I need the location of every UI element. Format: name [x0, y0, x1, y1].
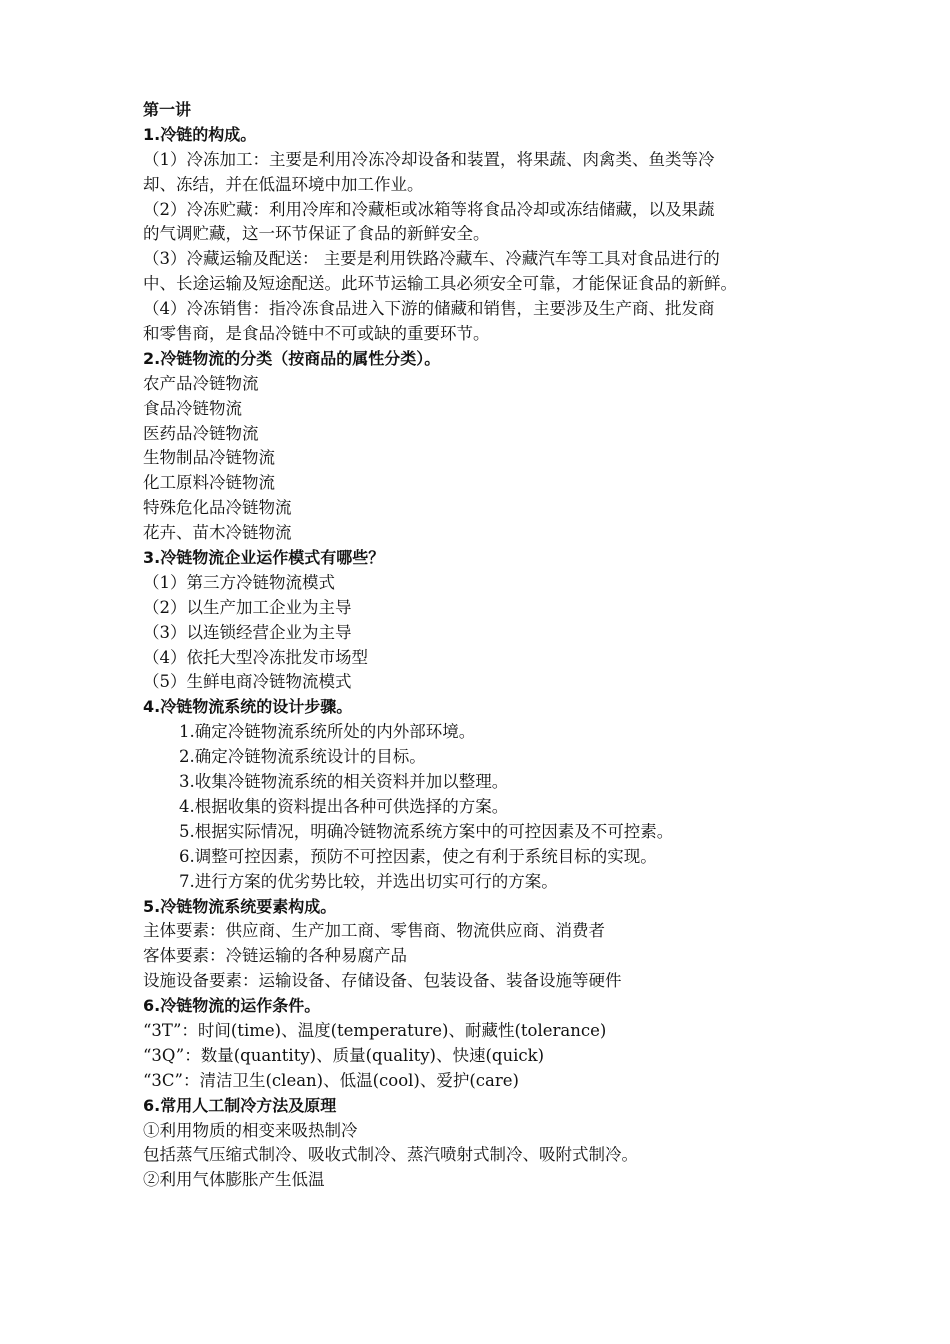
- lecture-title: 第一讲: [143, 100, 192, 119]
- list-item: 4.根据收集的资料提出各种可供选择的方案。: [179, 796, 509, 816]
- list-item: 5.根据实际情况，明确冷链物流系统方案中的可控因素及不可控素。: [179, 821, 674, 841]
- paragraph-line: 的气调贮藏，这一环节保证了食品的新鲜安全。: [143, 224, 490, 244]
- list-item: “3Q”：数量(quantity)、质量(quality)、快速(quick): [143, 1045, 545, 1065]
- list-item: 包括蒸气压缩式制冷、吸收式制冷、蒸汽喷射式制冷、吸附式制冷。: [143, 1145, 638, 1165]
- list-item: 花卉、苗木冷链物流: [143, 523, 292, 543]
- list-item: 7.进行方案的优劣势比较，并选出切实可行的方案。: [179, 871, 558, 891]
- list-item: 化工原料冷链物流: [143, 473, 275, 493]
- section-heading: 1.冷链的构成。: [143, 124, 257, 144]
- list-item: （5）生鲜电商冷链物流模式: [143, 672, 352, 692]
- list-item: 农产品冷链物流: [143, 373, 259, 393]
- section-heading: 3.冷链物流企业运作模式有哪些？: [143, 548, 385, 568]
- paragraph-line: 和零售商，是食品冷链中不可或缺的重要环节。: [143, 324, 490, 344]
- list-item: 设施设备要素：运输设备、存储设备、包装设备、装备设施等硬件: [143, 971, 622, 991]
- list-item: 2.确定冷链物流系统设计的目标。: [179, 747, 426, 767]
- list-item: “3C”：清洁卫生(clean)、低温(cool)、爱护(care): [143, 1070, 519, 1090]
- list-item: 特殊危化品冷链物流: [143, 498, 292, 518]
- document-body: [143, 98, 823, 1193]
- list-item: （2）以生产加工企业为主导: [143, 597, 352, 617]
- list-item: 1.确定冷链物流系统所处的内外部环境。: [179, 722, 476, 742]
- paragraph-line: （2）冷冻贮藏：利用冷库和冷藏柜或冰箱等将食品冷却或冻结储藏，以及果蔬: [143, 199, 715, 219]
- list-item: 主体要素：供应商、生产加工商、零售商、物流供应商、消费者: [143, 921, 605, 941]
- paragraph-line: 却、冻结，并在低温环境中加工作业。: [143, 174, 424, 194]
- list-item: ①利用物质的相变来吸热制冷: [143, 1120, 358, 1140]
- section-heading: 6.冷链物流的运作条件。: [143, 996, 321, 1016]
- list-item: 3.收集冷链物流系统的相关资料并加以整理。: [179, 772, 509, 792]
- list-item: （4）依托大型冷冻批发市场型: [143, 647, 368, 667]
- paragraph-line: （1）冷冻加工：主要是利用冷冻冷却设备和装置，将果蔬、肉禽类、鱼类等冷: [143, 149, 715, 169]
- section-heading: 6.常用人工制冷方法及原理: [143, 1095, 337, 1115]
- section-heading: 2.冷链物流的分类（按商品的属性分类）。: [143, 348, 441, 368]
- list-item: 食品冷链物流: [143, 398, 242, 418]
- list-item: （1）第三方冷链物流模式: [143, 572, 335, 592]
- list-item: 生物制品冷链物流: [143, 448, 275, 468]
- paragraph-line: （3）冷藏运输及配送： 主要是利用铁路冷藏车、冷藏汽车等工具对食品进行的: [143, 249, 720, 269]
- list-item: ②利用气体膨胀产生低温: [143, 1170, 325, 1190]
- paragraph-line: 中、长途运输及短途配送。此环节运输工具必须安全可靠，才能保证食品的新鲜。: [143, 274, 737, 294]
- section-heading: 5.冷链物流系统要素构成。: [143, 896, 337, 916]
- list-item: “3T”：时间(time)、温度(temperature)、耐藏性(tolerance): [143, 1020, 607, 1040]
- paragraph-line: （4）冷冻销售：指冷冻食品进入下游的储藏和销售，主要涉及生产商、批发商: [143, 299, 715, 319]
- list-item: 医药品冷链物流: [143, 423, 259, 443]
- list-item: 6.调整可控因素，预防不可控因素，使之有利于系统目标的实现。: [179, 846, 657, 866]
- section-heading: 4.冷链物流系统的设计步骤。: [143, 697, 353, 717]
- list-item: （3）以连锁经营企业为主导: [143, 622, 352, 642]
- list-item: 客体要素：冷链运输的各种易腐产品: [143, 946, 407, 966]
